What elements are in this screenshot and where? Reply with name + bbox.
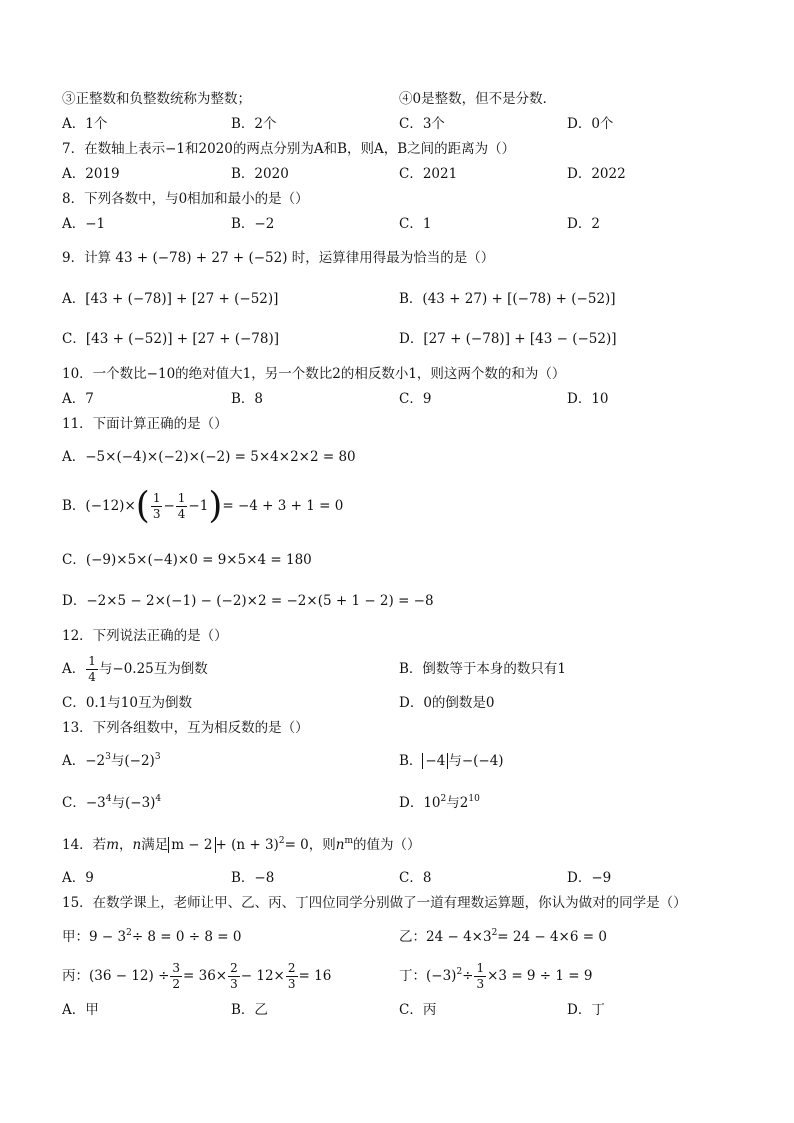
denominator: 2: [172, 977, 181, 991]
stem-mid: 满足: [141, 837, 169, 853]
option-expression: (43 + 27) + [(−78) + (−52)]: [422, 291, 616, 307]
q10-option-a: A．7: [62, 391, 94, 407]
q12-option-c: C．0.1与10互为倒数: [62, 695, 192, 711]
q13-option-d: [399, 793, 480, 813]
variable-n: n: [132, 837, 142, 853]
close-paren: ): [208, 485, 223, 527]
q15-ding: [399, 958, 592, 994]
exponent: 2: [456, 967, 463, 977]
option-expression: [43 + (−52)] + [27 + (−78)]: [85, 331, 279, 347]
option-text: 与−(−4): [448, 753, 504, 769]
q7-option-d: D．2022: [567, 166, 626, 182]
q11-option-b: [62, 484, 343, 528]
q9-option-b: [399, 289, 616, 309]
q8-option-c: C．1: [399, 216, 432, 232]
q8-option-b: B．−2: [231, 216, 275, 232]
expr-left: 丙：(36 − 12) ÷: [62, 968, 170, 984]
q15-bing: [62, 958, 331, 994]
option-expression: [43 + (−78)] + [27 + (−52)]: [85, 291, 279, 307]
option-a: A．1个: [62, 116, 108, 132]
exponent: 3: [105, 752, 111, 762]
expr-left: 乙：24 − 4×3: [399, 929, 492, 945]
numerator: 1: [476, 961, 485, 975]
q13-option-c: [62, 793, 161, 813]
open-paren: (: [135, 485, 150, 527]
q11-option-a: A．−5×(−4)×(−2)×(−2) = 5×4×2×2 = 80: [62, 449, 356, 465]
q15-option-b: B．乙: [231, 1002, 268, 1018]
q11-option-d: D．−2×5 − 2×(−1) − (−2)×2 = −2×(5 + 1 − 2) = −8: [62, 593, 434, 609]
q8-option-a: A．−1: [62, 216, 106, 232]
q12-option-b: B．倒数等于本身的数只有1: [399, 661, 567, 677]
expr-right: = 24 − 4×6 = 0: [497, 929, 607, 945]
q8-option-d: D．2: [567, 216, 600, 232]
q9-option-a: [62, 289, 278, 309]
separator: ，: [119, 837, 133, 853]
base: 10: [423, 795, 441, 811]
q15-yi: [399, 927, 607, 947]
minus: −: [163, 498, 175, 514]
q12-stem: 12．下列说法正确的是（）: [62, 628, 228, 644]
expr-right: = 16: [298, 968, 332, 984]
exponent: 3: [154, 752, 161, 762]
option-label: B．: [62, 498, 86, 514]
q7-option-b: B．2020: [231, 166, 289, 182]
option-label: C．: [62, 331, 86, 347]
q10-stem: 10．一个数比−10的绝对值大1，另一个数比2的相反数小1，则这两个数的和为（）: [62, 366, 566, 382]
q13-option-a: [62, 751, 161, 771]
absolute-value: −4: [422, 753, 448, 769]
numerator: 2: [230, 961, 238, 975]
numerator: 1: [152, 491, 161, 505]
expr-left: (−12)×: [85, 498, 136, 514]
expr-left: 丁：(−3): [399, 968, 457, 984]
option-d: D．0个: [567, 116, 614, 132]
fraction: [86, 654, 98, 685]
base: −3: [85, 795, 106, 811]
q9-option-c: [62, 329, 279, 349]
option-b: B．2个: [231, 116, 277, 132]
option-label: B．: [399, 291, 423, 307]
option-label: A．: [62, 661, 86, 677]
q9-stem: [62, 248, 494, 268]
q8-stem: 8．下列各数中，与0相加和最小的是（）: [62, 191, 309, 207]
fraction: [228, 961, 240, 992]
power-exponent: m: [344, 836, 354, 846]
expr-right: ×3 = 9 ÷ 1 = 9: [487, 968, 593, 984]
q15-option-c: C．丙: [399, 1002, 437, 1018]
statement-3: ③正整数和负整数统称为整数；: [62, 91, 251, 107]
exponent: 2: [491, 928, 498, 938]
q15-stem: 15．在数学课上，老师让甲、乙、丙、丁四位同学分别做了一道有理数运算题，你认为做对的同学是（）: [62, 895, 687, 911]
statement-4: ④0是整数，但不是分数．: [399, 91, 557, 107]
base: 与(−3): [111, 795, 156, 811]
exponent: 2: [278, 836, 285, 846]
denominator: 3: [152, 507, 161, 521]
variable-m: m: [106, 837, 119, 853]
q7-option-c: C．2021: [399, 166, 458, 182]
q14-option-a: A．9: [62, 870, 94, 886]
option-label: B．: [399, 753, 423, 769]
q11-option-c: C．(−9)×5×(−4)×0 = 9×5×4 = 180: [62, 552, 312, 568]
square-base: + (n + 3): [215, 837, 279, 853]
absolute-value: m − 2: [168, 837, 215, 853]
stem-prefix: 14．若: [62, 837, 107, 853]
expr-left: 甲：9 − 3: [62, 929, 127, 945]
q14-option-d: D．−9: [567, 870, 612, 886]
fraction: [286, 961, 298, 992]
q15-jia: [62, 927, 241, 947]
fraction: [176, 491, 188, 522]
denominator: 3: [230, 977, 238, 991]
numerator: 3: [172, 961, 181, 975]
base: −2: [85, 753, 106, 769]
option-label: D．: [399, 795, 424, 811]
q7-option-a: A．2019: [62, 166, 120, 182]
expr-right: = −4 + 3 + 1 = 0: [222, 498, 344, 514]
fraction: [151, 491, 163, 522]
q7-stem: 7．在数轴上表示−1和2020的两点分别为A和B，则A，B之间的距离为（）: [62, 141, 516, 157]
option-label: C．: [62, 795, 86, 811]
q14-stem: [62, 835, 421, 855]
option-label: D．: [399, 331, 424, 347]
exponent: 10: [468, 794, 480, 804]
q12-option-d: D．0的倒数是0: [399, 695, 495, 711]
q11-stem: 11．下面计算正确的是（）: [62, 416, 228, 432]
option-c: C．3个: [399, 116, 445, 132]
option-label: A．: [62, 753, 86, 769]
exponent: 2: [126, 928, 132, 938]
power-base: n: [335, 837, 345, 853]
denominator: 3: [476, 977, 485, 991]
exponent: 4: [155, 794, 162, 804]
fraction: [474, 961, 486, 992]
q12-option-a: [62, 652, 208, 686]
denominator: 4: [88, 670, 96, 684]
q15-option-a: A．甲: [62, 1002, 99, 1018]
q14-option-c: C．8: [399, 870, 432, 886]
q9-suffix: 时，运算律用得最为恰当的是（）: [291, 250, 495, 266]
expr-tail: −1: [188, 498, 209, 514]
base: 与(−2): [110, 753, 155, 769]
exponent: 4: [105, 794, 112, 804]
exponent: 2: [440, 794, 447, 804]
q9-prefix: 9．计算: [62, 250, 112, 266]
divide: ÷: [462, 968, 474, 984]
denominator: 3: [287, 977, 296, 991]
base: 与2: [446, 795, 469, 811]
numerator: 1: [177, 491, 186, 505]
q10-option-b: B．8: [231, 391, 264, 407]
expr-mid: − 12×: [240, 968, 285, 984]
option-text: 与−0.25互为倒数: [98, 661, 208, 677]
numerator: 2: [287, 961, 296, 975]
equals: = 0，则: [284, 837, 336, 853]
q10-option-d: D．10: [567, 391, 609, 407]
option-label: A．: [62, 291, 86, 307]
q10-option-c: C．9: [399, 391, 432, 407]
q15-option-d: D．丁: [567, 1002, 605, 1018]
q9-option-d: [399, 329, 616, 349]
stem-suffix: 的值为（）: [353, 837, 421, 853]
numerator: 1: [88, 654, 96, 668]
option-expression: [27 + (−78)] + [43 − (−52)]: [423, 331, 617, 347]
expr-right: ÷ 8 = 0 ÷ 8 = 0: [131, 929, 242, 945]
q13-option-b: [399, 751, 504, 771]
fraction: [170, 961, 182, 992]
q9-expression: 43 + (−78) + 27 + (−52): [115, 250, 288, 266]
denominator: 4: [177, 507, 186, 521]
q14-option-b: B．−8: [231, 870, 275, 886]
expr-mid: = 36×: [183, 968, 228, 984]
q13-stem: 13．下列各组数中，互为相反数的是（）: [62, 720, 309, 736]
